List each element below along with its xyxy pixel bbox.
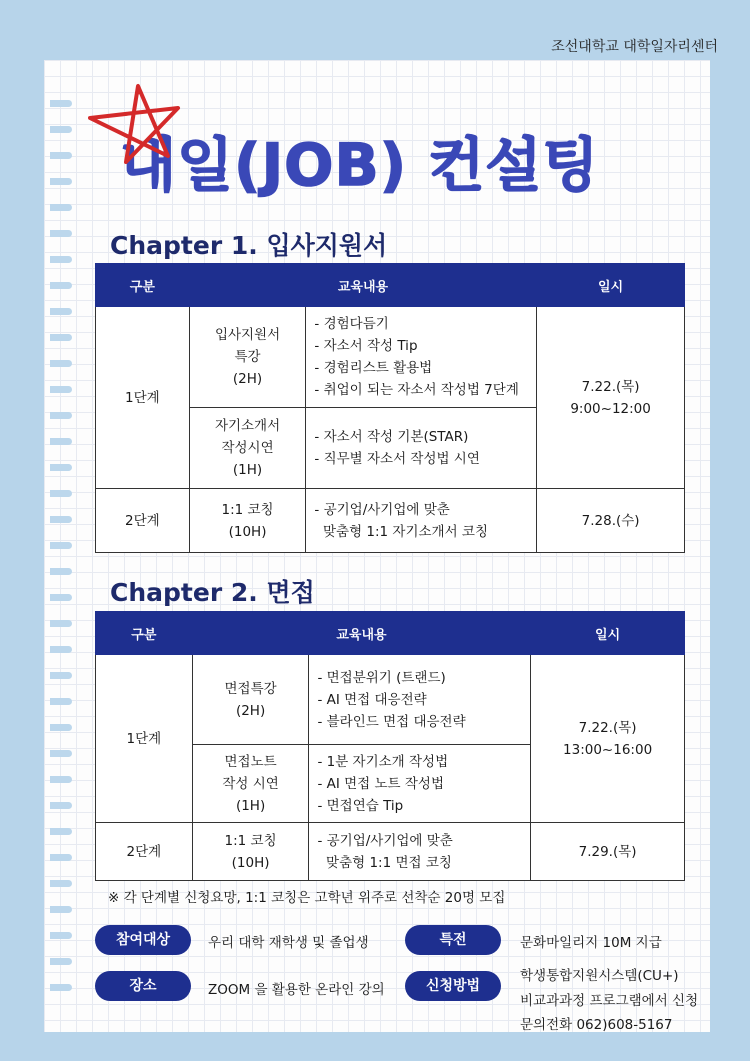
- binder-ring: [50, 880, 72, 887]
- chapter-2-heading: Chapter 2. 면접: [110, 578, 315, 607]
- course-content: - 1분 자기소개 작성법 - AI 면접 노트 작성법 - 면접연습 Tip: [309, 745, 531, 823]
- binder-ring: [50, 672, 72, 679]
- binder-ring: [50, 438, 72, 445]
- stage-label: 1단계: [96, 307, 190, 489]
- binder-ring: [50, 230, 72, 237]
- binder-ring: [50, 906, 72, 913]
- binder-ring: [50, 464, 72, 471]
- binder-ring: [50, 308, 72, 315]
- binder-ring: [50, 646, 72, 653]
- table-row: [96, 655, 685, 745]
- course-name: 입사지원서 특강 (2H): [189, 307, 306, 408]
- apply-method-badge: 신청방법: [405, 971, 501, 1001]
- binder-ring: [50, 750, 72, 757]
- stage-label: 2단계: [96, 823, 193, 881]
- table-row: [96, 823, 685, 881]
- binder-ring: [50, 412, 72, 419]
- place-badge: 장소: [95, 971, 191, 1001]
- benefit-badge: 특전: [405, 925, 501, 955]
- header-schedule: 일시: [537, 264, 685, 307]
- binder-ring: [50, 282, 72, 289]
- place-value: ZOOM 을 활용한 온라인 강의: [208, 982, 385, 998]
- header-content: 교육내용: [189, 264, 537, 307]
- course-name: 자기소개서 작성시연 (1H): [189, 408, 306, 489]
- course-name: 1:1 코칭 (10H): [189, 489, 306, 553]
- binder-ring: [50, 516, 72, 523]
- binder-ring: [50, 178, 72, 185]
- binder-ring: [50, 854, 72, 861]
- header-content: 교육내용: [192, 612, 530, 655]
- binder-ring: [50, 256, 72, 263]
- header-category: 구분: [96, 612, 193, 655]
- apply-method-line: 학생통합지원시스템(CU+): [520, 968, 679, 984]
- binder-ring: [50, 828, 72, 835]
- binder-ring: [50, 334, 72, 341]
- course-content: - 공기업/사기업에 맞춘 맞춤형 1:1 면접 코칭: [309, 823, 531, 881]
- binder-ring: [50, 724, 72, 731]
- binder-ring: [50, 204, 72, 211]
- stage-label: 2단계: [96, 489, 190, 553]
- course-schedule: 7.22.(목) 13:00~16:00: [531, 655, 685, 823]
- chapter-1-table: [95, 263, 685, 553]
- table-row: [96, 307, 685, 408]
- binder-ring: [50, 932, 72, 939]
- header-schedule: 일시: [531, 612, 685, 655]
- benefit-value: 문화마일리지 10M 지급: [520, 935, 662, 951]
- contact-phone: 문의전화 062)608-5167: [520, 1017, 673, 1033]
- stage-label: 1단계: [96, 655, 193, 823]
- course-name: 면접노트 작성 시연 (1H): [192, 745, 309, 823]
- course-content: - 경험다듬기 - 자소서 작성 Tip - 경험리스트 활용법 - 취업이 되는 자소서 작성법 7단계: [306, 307, 537, 408]
- apply-method-line: 비교과과정 프로그램에서 신청: [520, 993, 699, 1009]
- course-schedule: 7.28.(수): [537, 489, 685, 553]
- chapter-2-table: [95, 611, 685, 881]
- table-header-row: [96, 264, 685, 307]
- course-content: - 자소서 작성 기본(STAR) - 직무별 자소서 작성법 시연: [306, 408, 537, 489]
- binder-ring: [50, 958, 72, 965]
- binder-ring: [50, 100, 72, 107]
- binder-ring: [50, 594, 72, 601]
- binder-ring: [50, 126, 72, 133]
- binder-ring: [50, 386, 72, 393]
- course-content: - 공기업/사기업에 맞춘 맞춤형 1:1 자기소개서 코칭: [306, 489, 537, 553]
- binder-ring: [50, 802, 72, 809]
- course-name: 면접특강 (2H): [192, 655, 309, 745]
- binder-ring: [50, 568, 72, 575]
- organization-name: 조선대학교 대학일자리센터: [551, 39, 718, 55]
- binder-ring: [50, 490, 72, 497]
- binder-ring: [50, 360, 72, 367]
- binder-ring: [50, 620, 72, 627]
- course-content: - 면접분위기 (트랜드) - AI 면접 대응전략 - 블라인드 면접 대응전략: [309, 655, 531, 745]
- binder-ring: [50, 984, 72, 991]
- main-title: 내일(JOB) 컨설팅: [120, 131, 600, 199]
- target-badge: 참여대상: [95, 925, 191, 955]
- application-note: ※ 각 단계별 신청요망, 1:1 코칭은 고학년 위주로 선착순 20명 모집: [108, 890, 506, 906]
- header-category: 구분: [96, 264, 190, 307]
- course-name: 1:1 코칭 (10H): [192, 823, 309, 881]
- binder-ring: [50, 542, 72, 549]
- table-row: [96, 489, 685, 553]
- binder-ring: [50, 152, 72, 159]
- table-header-row: [96, 612, 685, 655]
- target-value: 우리 대학 재학생 및 졸업생: [208, 935, 369, 951]
- binder-ring: [50, 776, 72, 783]
- course-schedule: 7.29.(목): [531, 823, 685, 881]
- chapter-1-heading: Chapter 1. 입사지원서: [110, 231, 388, 260]
- star-doodle-icon: [82, 80, 192, 175]
- course-schedule: 7.22.(목) 9:00~12:00: [537, 307, 685, 489]
- binder-ring: [50, 698, 72, 705]
